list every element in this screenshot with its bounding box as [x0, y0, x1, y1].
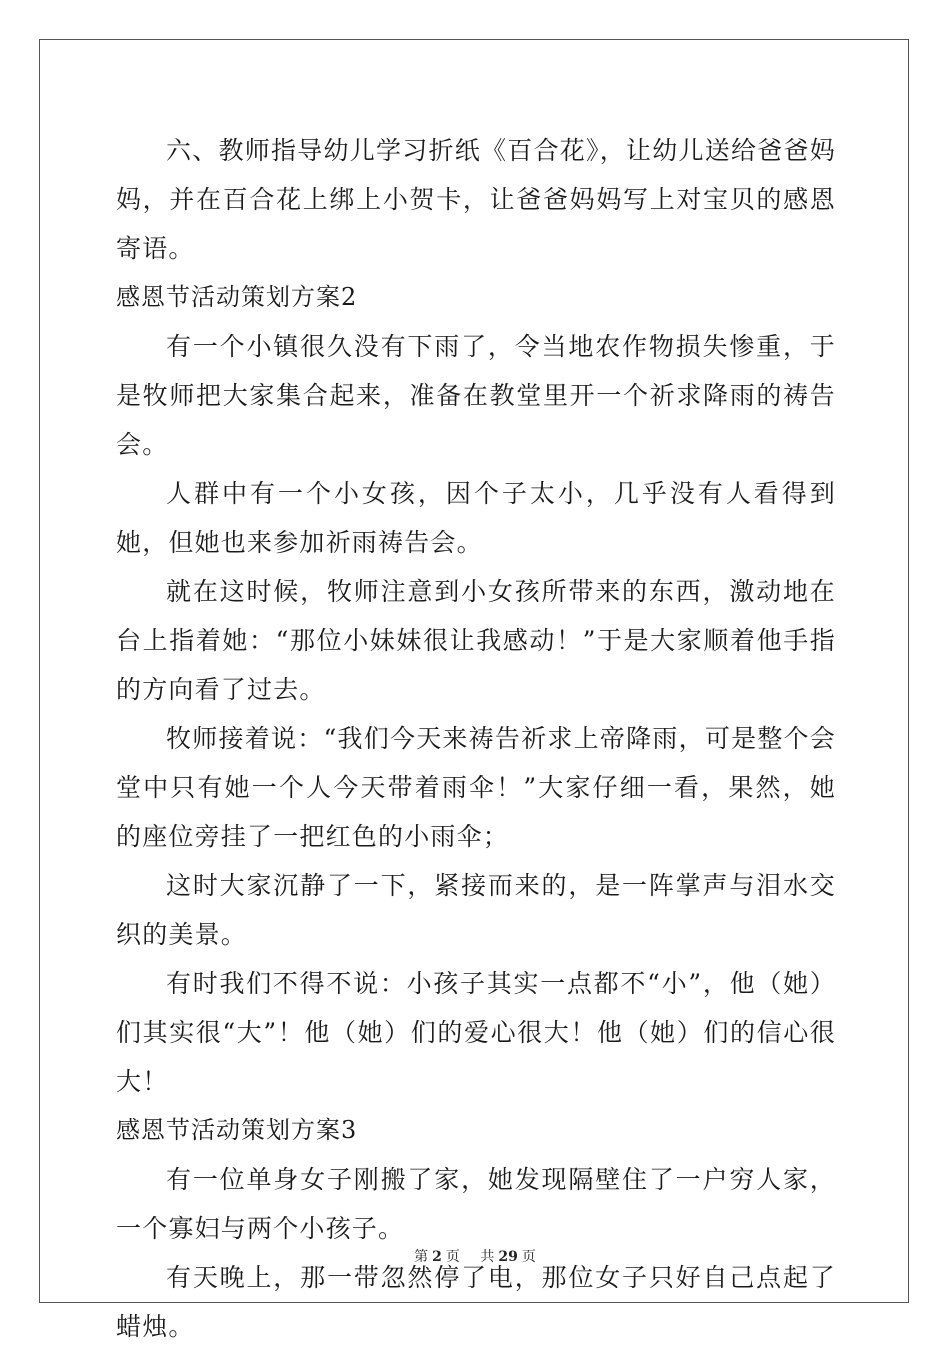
total-pages: 29: [498, 1249, 518, 1265]
section-heading: 感恩节活动策划方案3: [116, 1116, 358, 1144]
page-suffix: 页: [445, 1249, 460, 1265]
paragraph: 有一位单身女子刚搬了家，她发现隔壁住了一户穷人家，一个寡妇与两个小孩子。: [116, 1165, 836, 1243]
paragraph: 人群中有一个小女孩，因个子太小，几乎没有人看得到她，但她也来参加祈雨祷告会。: [116, 479, 836, 557]
total-prefix: 共: [480, 1249, 495, 1265]
page-prefix: 第: [414, 1249, 429, 1265]
section-heading: 感恩节活动策划方案2: [116, 283, 358, 311]
total-indicator: [476, 1249, 539, 1265]
total-suffix: 页: [521, 1249, 536, 1265]
paragraph: 六、教师指导幼儿学习折纸《百合花》，让幼儿送给爸爸妈妈，并在百合花上绑上小贺卡，让爸爸妈妈写上对宝贝的感恩寄语。: [116, 136, 836, 263]
paragraph: 有天晚上，那一带忽然停了电，那位女子只好自己点起了蜡烛。: [116, 1263, 836, 1341]
paragraph: 这时大家沉静了一下，紧接而来的，是一阵掌声与泪水交织的美景。: [116, 871, 836, 949]
page-footer: [0, 1246, 950, 1266]
paragraph: 有一个小镇很久没有下雨了，令当地农作物损失惨重，于是牧师把大家集合起来，准备在教堂里开一个祈求降雨的祷告会。: [116, 332, 836, 459]
paragraph: 有时我们不得不说：小孩子其实一点都不“小”，他（她）们其实很“大”！他（她）们的爱心很大！他（她）们的信心很大！: [116, 969, 836, 1096]
page-indicator: [410, 1249, 464, 1265]
page-number: 2: [432, 1249, 442, 1265]
paragraph: 就在这时候，牧师注意到小女孩所带来的东西，激动地在台上指着她：“那位小妹妹很让我感动！”于是大家顺着他手指的方向看了过去。: [116, 577, 836, 704]
document-body: [116, 126, 836, 1351]
paragraph: 牧师接着说：“我们今天来祷告祈求上帝降雨，可是整个会堂中只有她一个人今天带着雨伞！”大家仔细一看，果然，她的座位旁挂了一把红色的小雨伞；: [116, 724, 836, 851]
